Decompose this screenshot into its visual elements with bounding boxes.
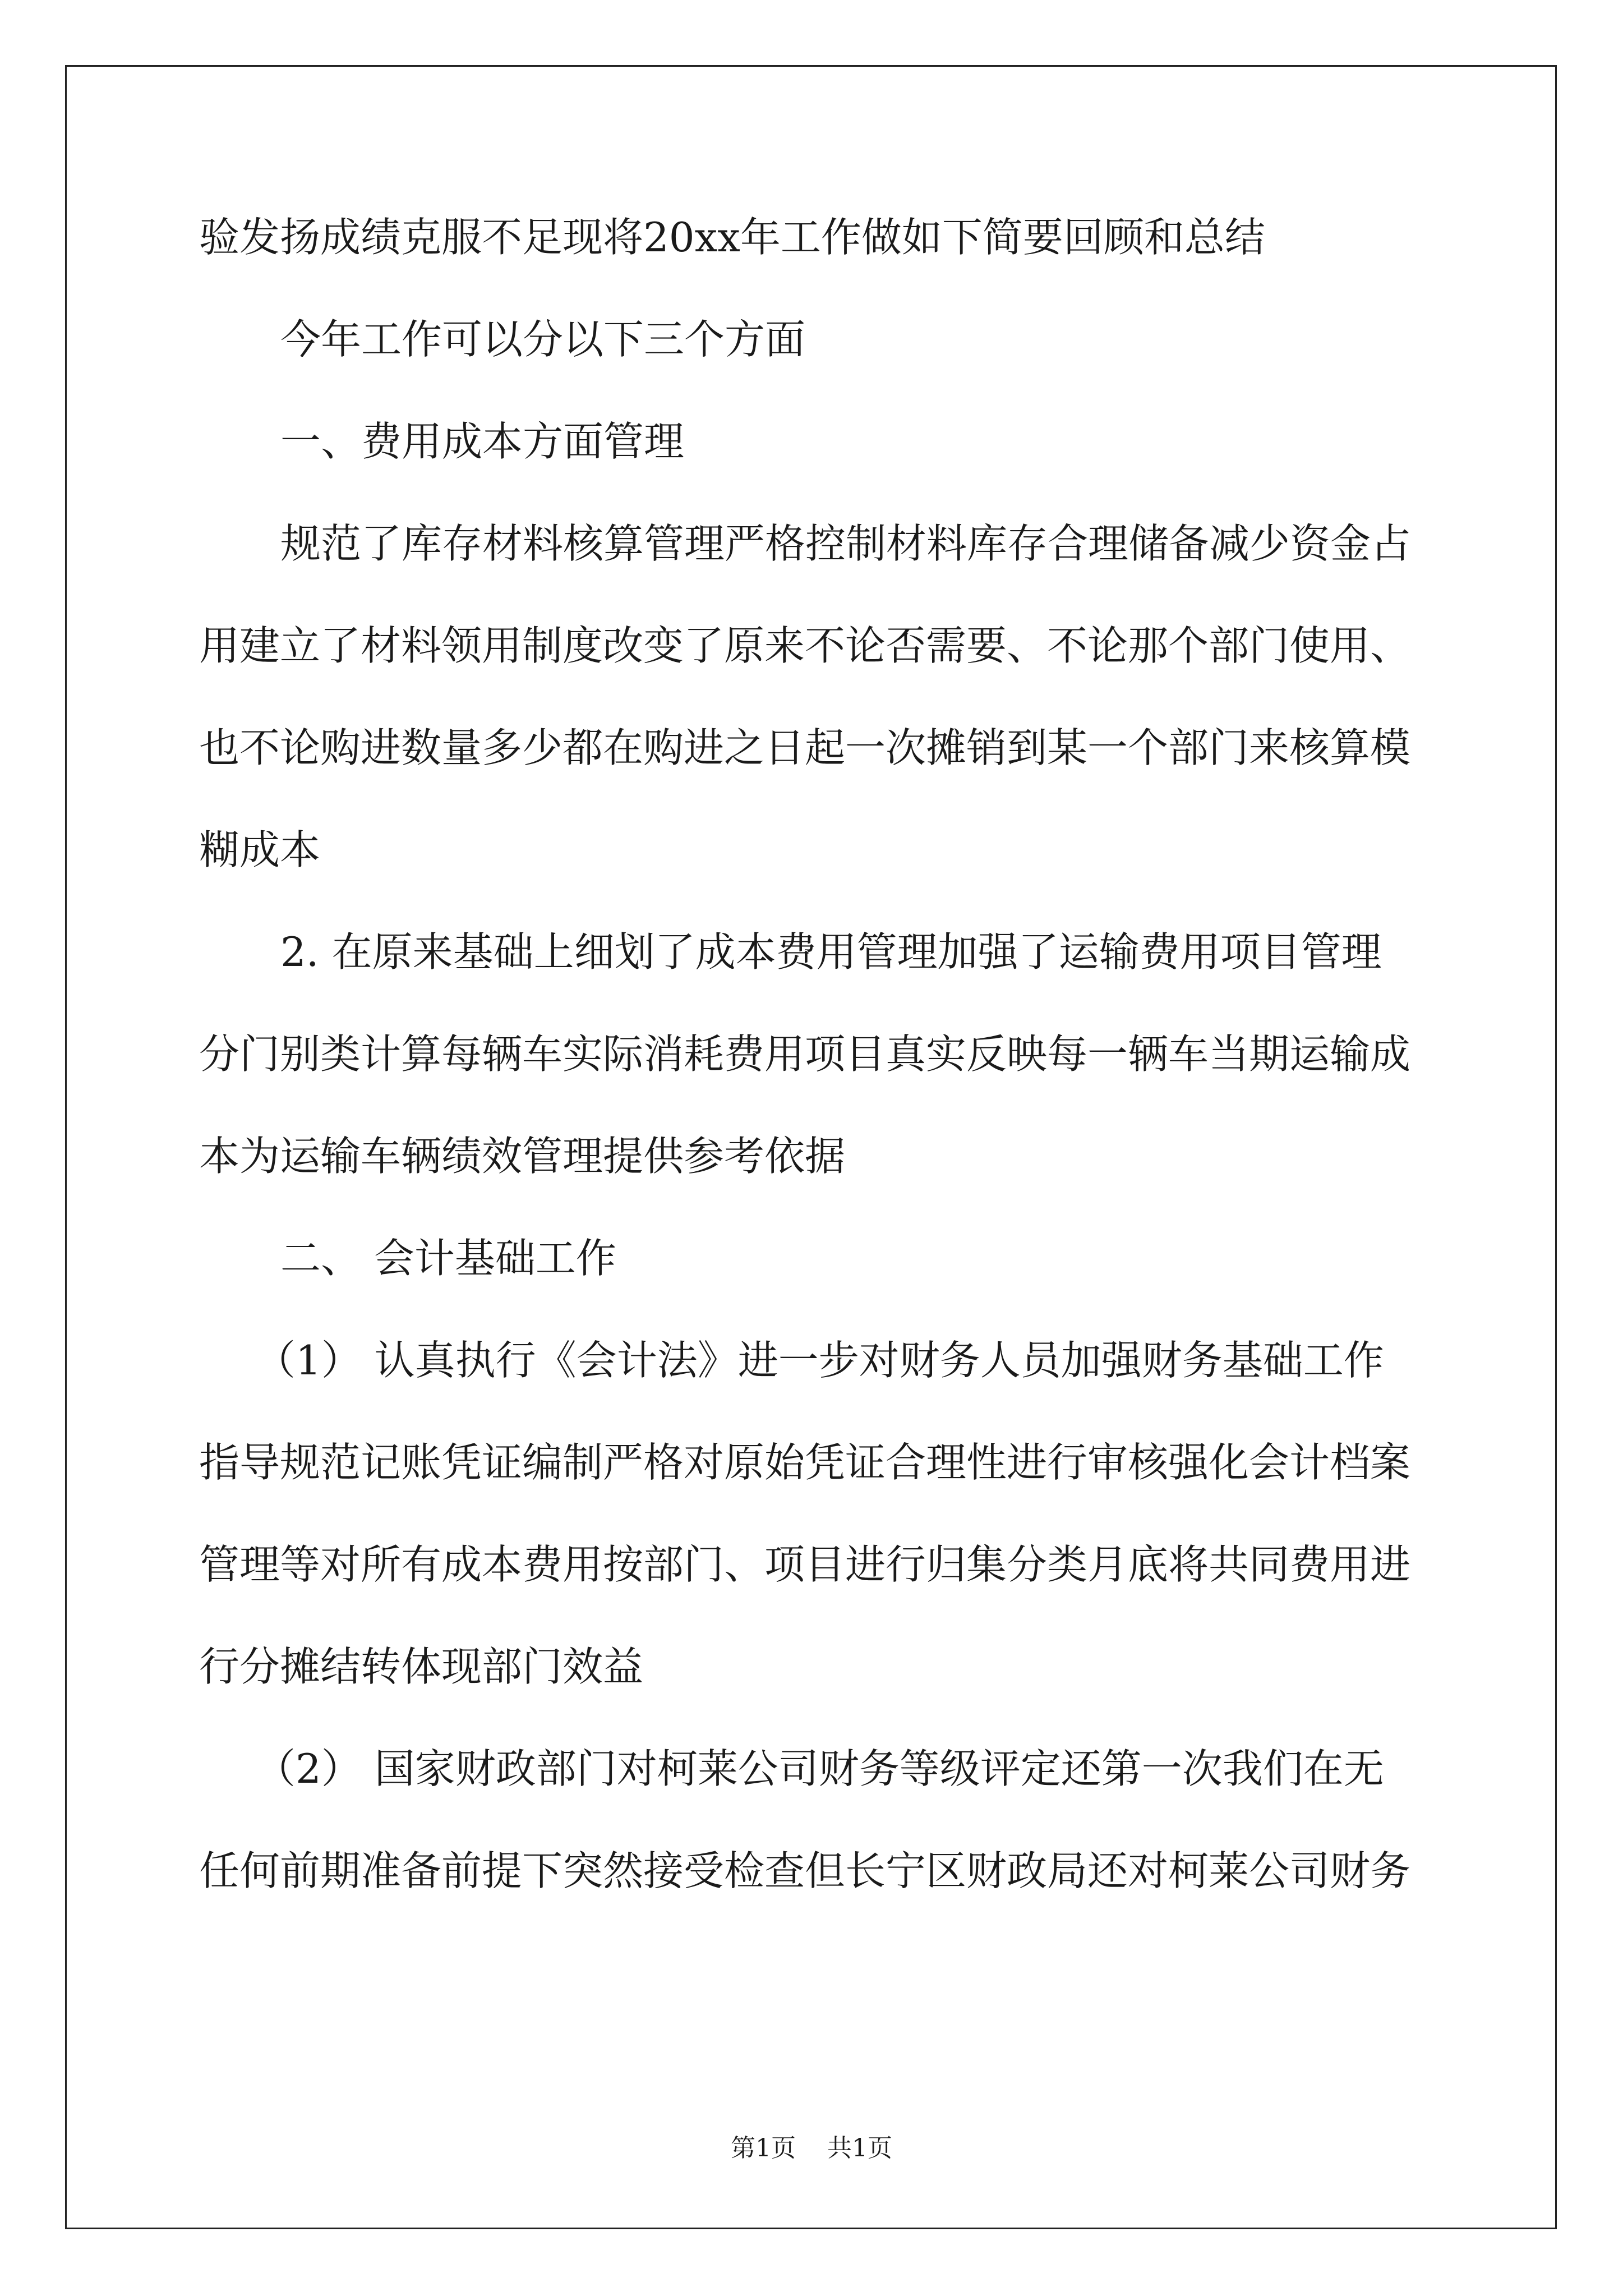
text-line-14: 管理等对所有成本费用按部门、项目进行归集分类月底将共同费用进 (199, 1541, 1411, 1588)
text-line-4: 规范了库存材料核算管理严格控制材料库存合理储备减少资金占 (280, 520, 1412, 567)
text-line-13: 指导规范记账凭证编制严格对原始凭证合理性进行审核强化会计档案 (199, 1439, 1411, 1486)
text-line-1: 验发扬成绩克服不足现将20xx年工作做如下简要回顾和总结 (199, 214, 1265, 261)
text-line-5: 用建立了材料领用制度改变了原来不论否需要、不论那个部门使用、 (199, 622, 1411, 669)
text-line-7: 糊成本 (199, 826, 321, 873)
text-line-12: （1） 认真执行《会计法》进一步对财务人员加强财务基础工作 (255, 1337, 1384, 1384)
text-line-15: 行分摊结转体现部门效益 (199, 1643, 644, 1690)
text-line-6: 也不论购进数量多少都在购进之日起一次摊销到某一个部门来核算模 (199, 724, 1411, 771)
text-line-8: 2. 在原来基础上细划了成本费用管理加强了运输费用项目管理 (280, 928, 1382, 976)
page-footer: 第1页 共1页 (731, 2134, 892, 2162)
text-line-17: 任何前期准备前提下突然接受检查但长宁区财政局还对柯莱公司财务 (199, 1847, 1411, 1894)
text-line-11: 二、 会计基础工作 (280, 1235, 616, 1282)
text-line-16: （2） 国家财政部门对柯莱公司财务等级评定还第一次我们在无 (255, 1745, 1384, 1792)
text-line-9: 分门别类计算每辆车实际消耗费用项目真实反映每一辆车当期运输成 (199, 1030, 1411, 1078)
text-line-10: 本为运输车辆绩效管理提供参考依据 (199, 1133, 846, 1180)
text-line-3: 一、费用成本方面管理 (280, 418, 685, 465)
text-line-2: 今年工作可以分以下三个方面 (280, 316, 806, 363)
